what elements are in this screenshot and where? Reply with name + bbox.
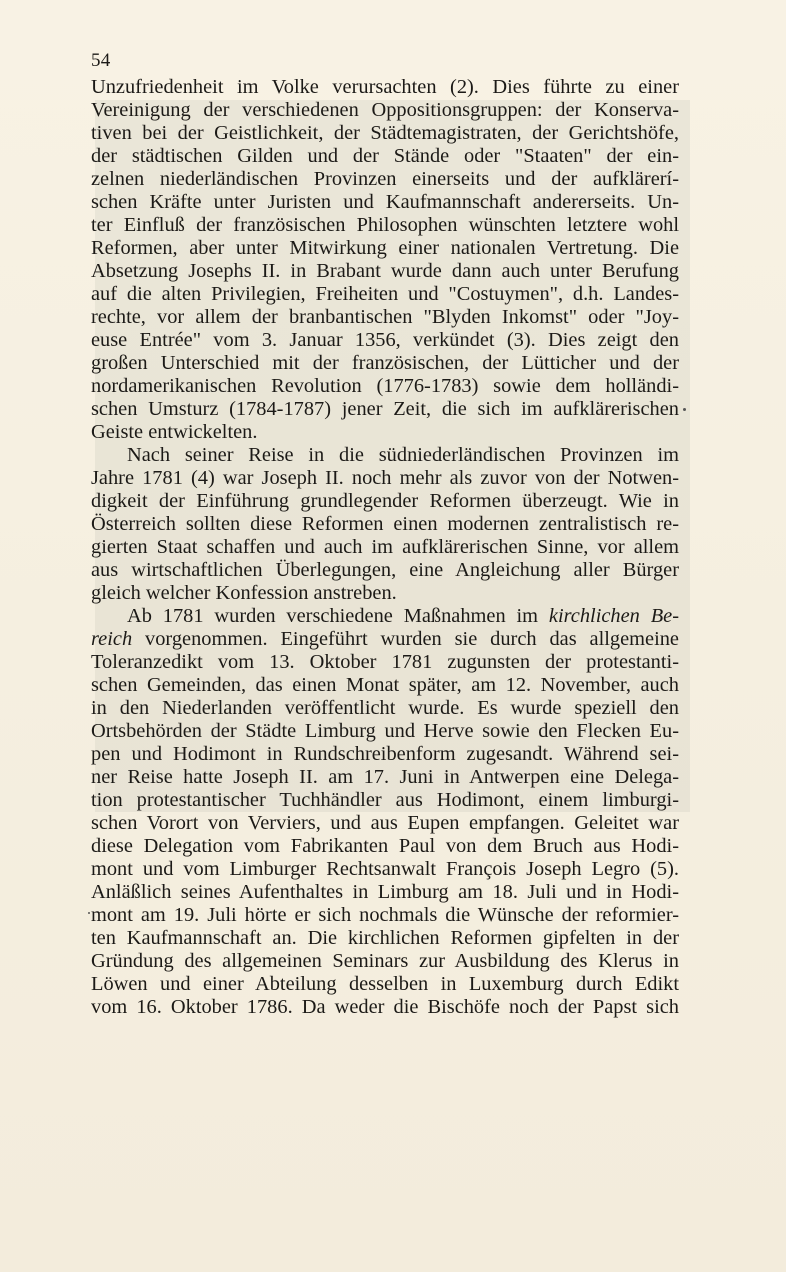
- text-line: euse Entrée" vom 3. Januar 1356, verkündet (3). Dies zeigt den: [91, 329, 679, 351]
- text-line: Reformen, aber unter Mitwirkung einer nationalen Vertretung. Die: [91, 237, 679, 259]
- text-line: Nach seiner Reise in die südniederländischen Provinzen im: [127, 444, 679, 466]
- text-line: Unzufriedenheit im Volke verursachten (2). Dies führte zu einer: [91, 76, 679, 98]
- text-line: nordamerikanischen Revolution (1776-1783) sowie dem holländi-: [91, 375, 679, 397]
- text-line: ner Reise hatte Joseph II. am 17. Juni in Antwerpen eine Delega-: [91, 766, 679, 788]
- text-line: großen Unterschied mit der französischen, der Lütticher und der: [91, 352, 679, 374]
- text-line: Absetzung Josephs II. in Brabant wurde dann auch unter Berufung: [91, 260, 679, 282]
- text-line: schen Vorort von Verviers, und aus Eupen empfangen. Geleitet war: [91, 812, 679, 834]
- text-line: tiven bei der Geistlichkeit, der Städtemagistraten, der Gerichtshöfe,: [91, 122, 679, 144]
- text-line: in den Niederlanden veröffentlicht wurde. Es wurde speziell den: [91, 697, 679, 719]
- text-line: vom 16. Oktober 1786. Da weder die Bischöfe noch der Papst sich: [91, 996, 679, 1018]
- text-line: rechte, vor allem der branbantischen "Blyden Inkomst" oder "Joy-: [91, 306, 679, 328]
- text-line: gierten Staat schaffen und auch im aufklärerischen Sinne, vor allem: [91, 536, 679, 558]
- text-line: schen Umsturz (1784-1787) jener Zeit, die sich im aufklärerischen: [91, 398, 679, 420]
- text-line: diese Delegation vom Fabrikanten Paul von dem Bruch aus Hodi-: [91, 835, 679, 857]
- text-line: Ortsbehörden der Städte Limburg und Herve sowie den Flecken Eu-: [91, 720, 679, 742]
- text-line: Vereinigung der verschiedenen Oppositionsgruppen: der Konserva-: [91, 99, 679, 121]
- text-line: auf die alten Privilegien, Freiheiten und "Costuymen", d.h. Landes-: [91, 283, 679, 305]
- text-line: ten Kaufmannschaft an. Die kirchlichen Reformen gipfelten in der: [91, 927, 679, 949]
- text-line: digkeit der Einführung grundlegender Reformen überzeugt. Wie in: [91, 490, 679, 512]
- text-line: der städtischen Gilden und der Stände oder "Staaten" der ein-: [91, 145, 679, 167]
- text-line: tion protestantischer Tuchhändler aus Hodimont, einem limburgi-: [91, 789, 679, 811]
- text-line: aus wirtschaftlichen Überlegungen, eine Angleichung aller Bürger: [91, 559, 679, 581]
- text-line: schen Gemeinden, das einen Monat später, am 12. November, auch: [91, 674, 679, 696]
- text-line: ter Einfluß der französischen Philosophen wünschten letztere wohl: [91, 214, 679, 236]
- text-line: Österreich sollten diese Reformen einen modernen zentralistisch re-: [91, 513, 679, 535]
- text-line: Ab 1781 wurden verschiedene Maßnahmen im kirchlichen Be-: [127, 605, 679, 627]
- body-text: [91, 76, 679, 1019]
- text-line: schen Kräfte unter Juristen und Kaufmannschaft andererseits. Un-: [91, 191, 679, 213]
- text-line: pen und Hodimont in Rundschreibenform zugesandt. Während sei-: [91, 743, 679, 765]
- text-line: Anläßlich seines Aufenthaltes in Limburg am 18. Juli und in Hodi-: [91, 881, 679, 903]
- speck-mark: [88, 912, 90, 914]
- text-line: Toleranzedikt vom 13. Oktober 1781 zugunsten der protestanti-: [91, 651, 679, 673]
- text-line: zelnen niederländischen Provinzen einerseits und der aufklärerí-: [91, 168, 679, 190]
- text-line: Geiste entwickelten.: [91, 421, 258, 443]
- text-line: mont am 19. Juli hörte er sich nochmals die Wünsche der reformier-: [91, 904, 679, 926]
- text-line: Jahre 1781 (4) war Joseph II. noch mehr als zuvor von der Notwen-: [91, 467, 679, 489]
- page-number: 54: [91, 50, 111, 71]
- speck-mark: [683, 408, 686, 411]
- text-line: Löwen und einer Abteilung desselben in Luxemburg durch Edikt: [91, 973, 679, 995]
- text-line: Gründung des allgemeinen Seminars zur Ausbildung des Klerus in: [91, 950, 679, 972]
- text-line: gleich welcher Konfession anstreben.: [91, 582, 397, 604]
- text-line: reich vorgenommen. Eingeführt wurden sie durch das allgemeine: [91, 628, 679, 650]
- text-line: mont und vom Limburger Rechtsanwalt François Joseph Legro (5).: [91, 858, 679, 880]
